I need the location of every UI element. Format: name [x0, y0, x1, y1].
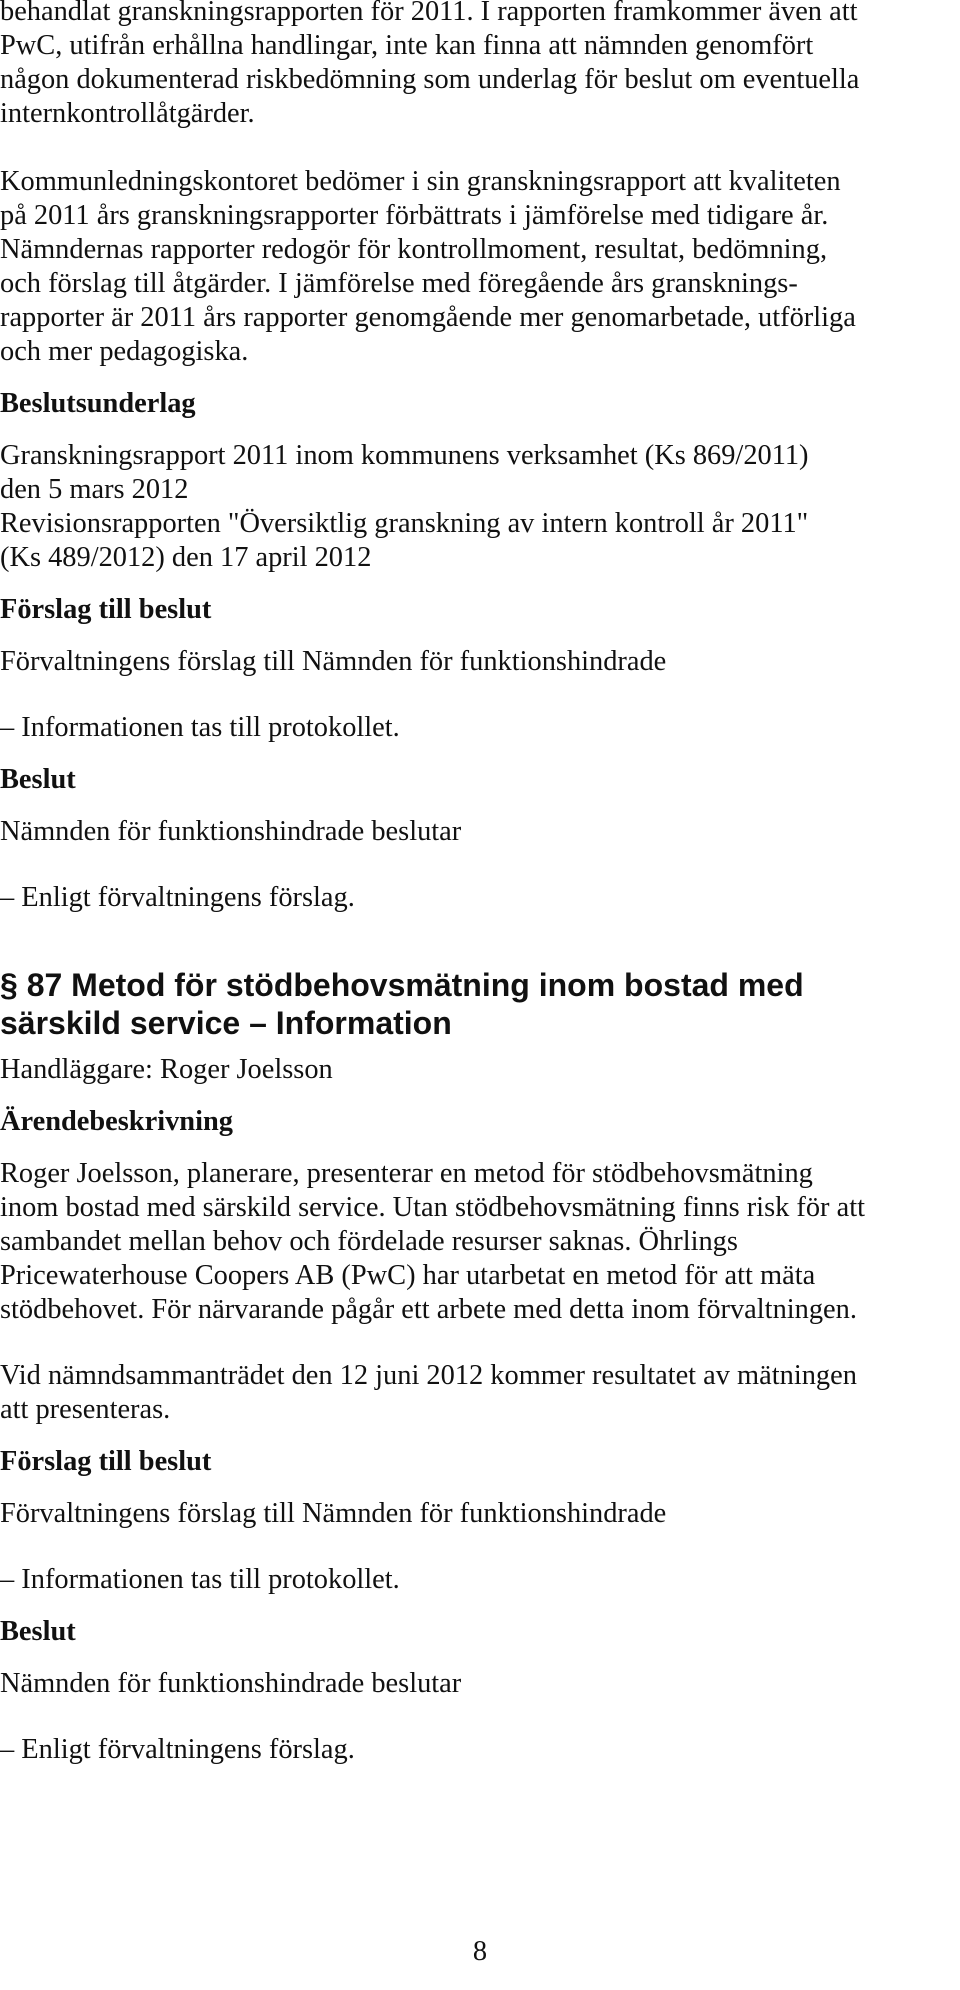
decision-heading-2: Beslut: [0, 1616, 76, 1647]
description-line: sambandet mellan behov och fördelade resurser saknas. Öhrlings: [0, 1226, 738, 1257]
proposal-text-2: Förvaltningens förslag till Nämnden för funktionshindrade: [0, 1498, 667, 1529]
basis-line: (Ks 489/2012) den 17 april 2012: [0, 542, 372, 573]
decision-text-2: Nämnden för funktionshindrade beslutar: [0, 1668, 462, 1699]
decision-heading: Beslut: [0, 764, 76, 795]
assessment-line: och mer pedagogiska.: [0, 336, 249, 367]
proposal-heading-2: Förslag till beslut: [0, 1446, 212, 1477]
section-title-line1: 87 Metod för stödbehovsmätning inom bostad med: [26, 967, 804, 1003]
proposal-text: Förvaltningens förslag till Nämnden för funktionshindrade: [0, 646, 667, 677]
handler-line: Handläggare: Roger Joelsson: [0, 1054, 333, 1085]
intro-line: internkontrollåtgärder.: [0, 98, 255, 129]
decision-item-2: – Enligt förvaltningens förslag.: [0, 1734, 355, 1765]
basis-heading: Beslutsunderlag: [0, 388, 196, 419]
proposal-heading: Förslag till beslut: [0, 594, 212, 625]
description-heading: Ärendebeskrivning: [0, 1106, 233, 1137]
assessment-line: Nämndernas rapporter redogör för kontrollmoment, resultat, bedömning,: [0, 234, 828, 265]
section-title: [0, 966, 804, 1004]
basis-line: den 5 mars 2012: [0, 474, 189, 505]
assessment-line: Kommunledningskontoret bedömer i sin granskningsrapport att kvaliteten: [0, 166, 841, 197]
assessment-line: på 2011 års granskningsrapporter förbättrats i jämförelse med tidigare år.: [0, 200, 829, 231]
proposal-item-2: – Informationen tas till protokollet.: [0, 1564, 400, 1595]
section-symbol: §: [0, 967, 18, 1003]
description-line: Roger Joelsson, planerare, presenterar en metod för stödbehovsmätning: [0, 1158, 813, 1189]
decision-text: Nämnden för funktionshindrade beslutar: [0, 816, 462, 847]
basis-line: Revisionsrapporten "Översiktlig granskning av intern kontroll år 2011": [0, 508, 809, 539]
proposal-item: – Informationen tas till protokollet.: [0, 712, 400, 743]
intro-line: PwC, utifrån erhållna handlingar, inte kan finna att nämnden genomfört: [0, 30, 814, 61]
intro-line: någon dokumenterad riskbedömning som underlag för beslut om eventuella: [0, 64, 860, 95]
basis-line: Granskningsrapport 2011 inom kommunens verksamhet (Ks 869/2011): [0, 440, 809, 471]
description-line: stödbehovet. För närvarande pågår ett arbete med detta inom förvaltningen.: [0, 1294, 857, 1325]
meeting-line: att presenteras.: [0, 1394, 171, 1425]
intro-line: behandlat granskningsrapporten för 2011. I rapporten framkommer även att: [0, 0, 858, 27]
decision-item: – Enligt förvaltningens förslag.: [0, 882, 355, 913]
page-number: 8: [472, 1936, 488, 1967]
meeting-line: Vid nämndsammanträdet den 12 juni 2012 kommer resultatet av mätningen: [0, 1360, 857, 1391]
description-line: inom bostad med särskild service. Utan stödbehovsmätning finns risk för att: [0, 1192, 865, 1223]
assessment-line: och förslag till åtgärder. I jämförelse med föregående års gransknings-: [0, 268, 798, 299]
assessment-line: rapporter är 2011 års rapporter genomgående mer genomarbetade, utförliga: [0, 302, 856, 333]
section-title-line2: särskild service – Information: [0, 1005, 452, 1041]
description-line: Pricewaterhouse Coopers AB (PwC) har utarbetat en metod för att mäta: [0, 1260, 816, 1291]
